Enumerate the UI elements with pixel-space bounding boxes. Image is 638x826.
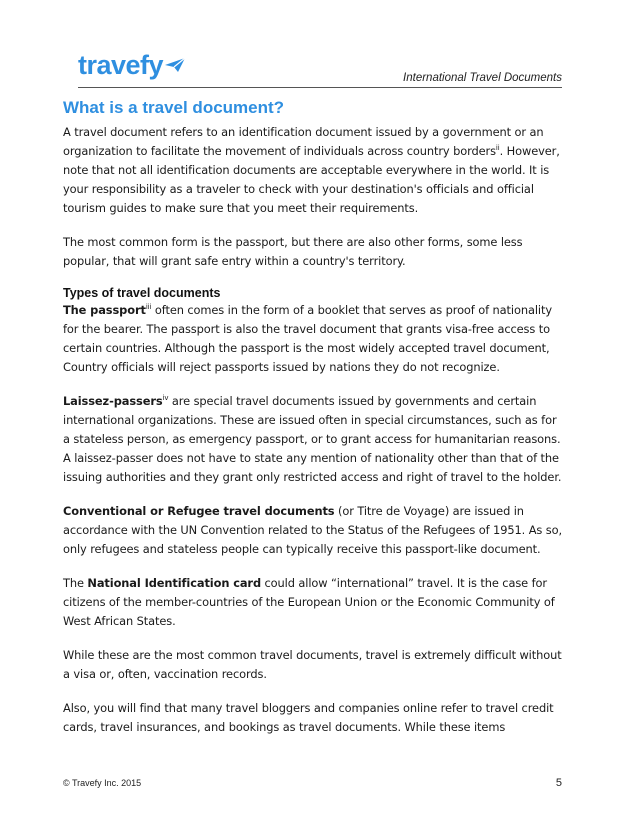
footnote-ref: ii <box>495 144 500 153</box>
header-title: International Travel Documents <box>403 72 562 84</box>
types-heading: Types of travel documents <box>63 286 221 300</box>
passport-term: The passport <box>63 303 146 317</box>
national-id-prefix: The <box>63 576 88 590</box>
passport-paragraph <box>63 301 563 377</box>
refugee-text: (or Titre de Voyage) are issued in accordance with the UN Convention related to the Status of the Refugees of 1951. As so, only refugees and stateless people can typically receive this passport-like document. <box>63 504 562 556</box>
page-number: 5 <box>555 777 562 789</box>
refugee-term: Conventional or Refugee travel documents <box>63 504 335 518</box>
laissez-term: Laissez-passers <box>63 394 163 408</box>
passport-text: often comes in the form of a booklet that serves as proof of nationality for the bearer. The passport is also the travel document that grants visa-free access to certain countries. Although the passport is the most widely accepted travel document, Country officials will reject passports issued by nations they do not recognize. <box>63 303 552 374</box>
also-paragraph: Also, you will find that many travel bloggers and companies online refer to travel credit cards, travel insurances, and bookings as travel documents. While these items <box>63 701 554 734</box>
common-form-paragraph: The most common form is the passport, but there are also other forms, some less popular, that will grant safe entry within a country's territory. <box>63 235 523 268</box>
intro-paragraph <box>63 123 563 218</box>
national-id-term: National Identification card <box>87 576 261 590</box>
paper-plane-icon <box>164 56 186 74</box>
laissez-text: are special travel documents issued by governments and certain international organizations. These are issued often in special circumstances, such as for a stateless person, as emergency passport, or to grant access for humanitarian reasons. A laissez-passer does not have to state any mention of nationality other than that of the issuing authorities and they grant only restricted access and right of travel to the holder. <box>63 394 562 484</box>
national-id-paragraph <box>63 574 563 631</box>
logo-text: travefy <box>78 50 164 80</box>
footnote-ref: iv <box>162 394 169 403</box>
footnote-ref: iii <box>145 303 152 312</box>
national-id-text: could allow “international” travel. It is the case for citizens of the member-countries of the European Union or the Economic Community of West African States. <box>63 576 555 628</box>
document-body <box>63 98 563 752</box>
header-divider <box>78 87 562 88</box>
section-heading: What is a travel document? <box>63 98 285 117</box>
travefy-logo <box>78 50 186 81</box>
refugee-paragraph <box>63 502 563 559</box>
intro-text-a: A travel document refers to an identification document issued by a government or an organization to facilitate the movement of individuals across country borders <box>63 125 544 158</box>
intro-text-b: . However, note that not all identification documents are acceptable everywhere in the world. It is your responsibility as a traveler to check with your destination's officials and official tourism guides to make sure that you meet their requirements. <box>63 144 560 215</box>
difficult-paragraph: While these are the most common travel documents, travel is extremely difficult without a visa or, often, vaccination records. <box>63 648 562 681</box>
footer-copyright: © Travefy Inc. 2015 <box>63 778 142 788</box>
laissez-paragraph <box>63 392 563 487</box>
